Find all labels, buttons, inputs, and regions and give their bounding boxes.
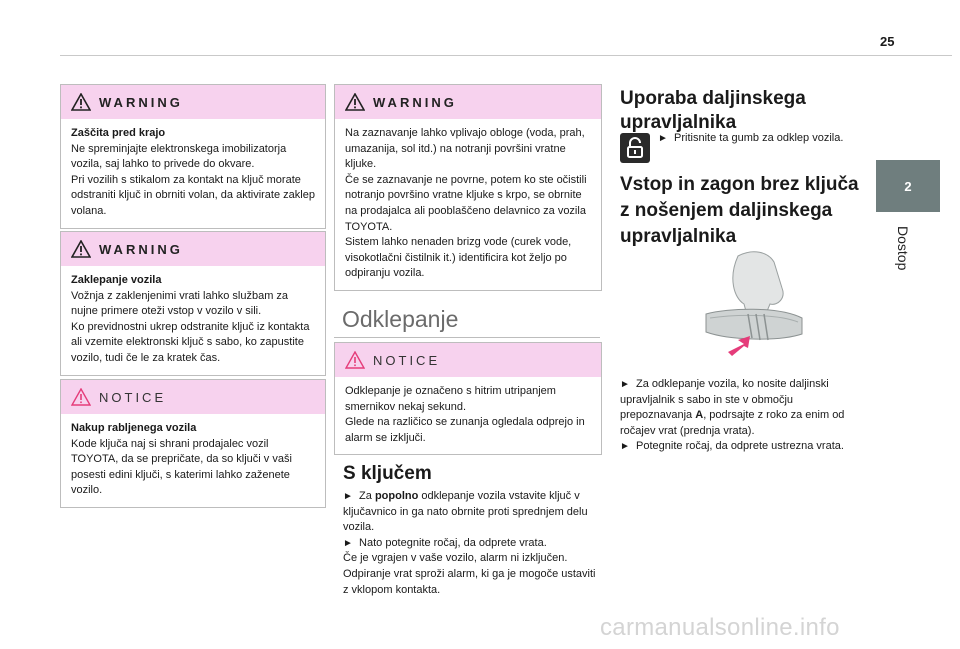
bullet-icon: ► (343, 537, 353, 549)
with-key-text: ► Za popolno odklepanje vozila vstavite ključ v ključavnico in ga nato obrnite proti sprednjem delu vozila. ► Nato potegnite ročaj, da odprete vrata. Če je vgrajen v vaše vozilo, alarm ni izključen. Odpiranje vrat sproži alarm, ki ga je mogoče ustaviti z vklopom kontakta. (343, 490, 596, 596)
warning-box-locking (60, 231, 326, 376)
section-heading-unlocking: Odklepanje (342, 306, 459, 332)
notice-title: NOTICE (99, 389, 167, 405)
warning-title: WARNING (373, 94, 457, 110)
top-rule (60, 55, 952, 56)
heading-keyless: Vstop in zagon brez ključa z nošenjem daljinskega upravljalnika (620, 174, 859, 247)
warning-text: Ne spreminjajte elektronskega imobilizatorja vozila, saj lahko to privede do okvare. Pri vozilih s stikalom za kontakt na ključ morate odstraniti ključ in obrniti volan, da aktivirate zaklep volana. (71, 142, 315, 217)
notice-triangle-icon (345, 351, 365, 369)
warning-subtitle: Zaščita pred krajo (71, 127, 166, 139)
keyless-text: ► Za odklepanje vozila, ko nosite daljinski upravljalnik s sabo in ste v območju prepoznavanja A, podrsajte z roko za enim od ročajev vrat (prednja vrata). ► Potegnite ročaj, da odprete ustrezna vrata. (620, 378, 845, 453)
notice-title: NOTICE (373, 352, 441, 368)
notice-text: Odklepanje je označeno s hitrim utripanjem smernikov nekaj sekund. Glede na različico se zunanja ogledala odprejo in alarm se izključi. (345, 385, 585, 444)
bullet-icon: ► (620, 441, 630, 453)
warning-title: WARNING (99, 241, 183, 257)
remote-unlock-button-icon (620, 133, 650, 163)
warning-text: Na zaznavanje lahko vplivajo obloge (voda, prah, umazanija, sol itd.) na notranji površini vratne kljuke. Če se zaznavanje ne povrne, potem ko ste očistili notranjo površino vratne kljuke s krpo, se obrnite na prodajalca ali pooblaščeno delavnico za vozila TOYOTA. Sistem lahko nenaden brizg vode (curek vode, visokotlačni čistilnik it.) identificira kot željo po odpiranju vozila. (345, 127, 587, 280)
section-underline (334, 337, 600, 338)
warning-subtitle: Zaklepanje vozila (71, 274, 162, 286)
bullet-icon: ► (658, 133, 668, 144)
page-number: 25 (880, 34, 895, 49)
bullet-icon: ► (620, 379, 630, 390)
hand-on-door-handle-illustration (698, 248, 808, 368)
warning-triangle-icon (71, 240, 91, 258)
unlock-icon (620, 133, 650, 163)
heading-remote: Uporaba daljinskega upravljalnika (620, 88, 806, 133)
notice-text: Kode ključa naj si shrani prodajalec vozil TOYOTA, da se prepričate, da so ključi v vaši posesti edini ključi, s katerimi lahko zaženete vozilo. (71, 437, 292, 497)
warning-title: WARNING (99, 94, 183, 110)
notice-subtitle: Nakup rabljenega vozila (71, 422, 197, 434)
watermark: carmanualsonline.info (600, 614, 840, 641)
chapter-number: 2 (904, 178, 912, 194)
warning-text: Vožnja z zaklenjenimi vrati lahko službam za nujne primere oteži vstop v vozilo v sili. Ko previdnostni ukrep odstranite ključ iz kontakta ali vzemite elektronski ključ s sabo, ko zapustite vozilo, tudi če le za kratek čas. (71, 289, 310, 364)
remote-text: ► Pritisnite ta gumb za odklep vozila. (658, 132, 844, 144)
notice-triangle-icon (71, 388, 91, 406)
subheading-with-key: S ključem (343, 463, 432, 484)
warning-triangle-icon (345, 93, 365, 111)
notice-box-used-vehicle (60, 379, 326, 508)
chapter-tab[interactable] (876, 160, 940, 212)
warning-triangle-icon (71, 93, 91, 111)
bullet-icon: ► (343, 491, 353, 502)
chapter-label: Dostop (895, 226, 911, 271)
notice-box-unlock-signal (334, 342, 602, 455)
warning-box-theft (60, 84, 326, 229)
warning-box-detection (334, 84, 602, 291)
